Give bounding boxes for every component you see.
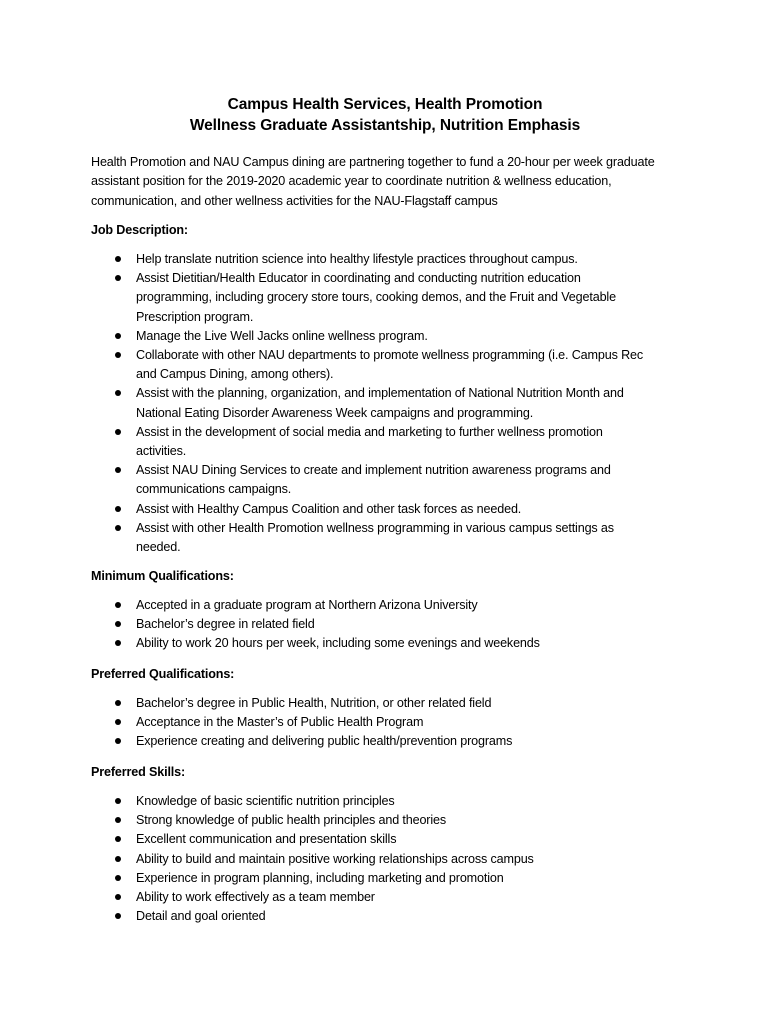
list-item: Assist with other Health Promotion wellness programming in various campus settings as needed. [0,519,656,557]
bullet-icon [115,640,121,646]
bullet-icon [115,333,121,339]
list-item: Help translate nutrition science into healthy lifestyle practices throughout campus. [0,250,656,269]
list-item: Collaborate with other NAU departments to promote wellness programming (i.e. Campus Rec and Campus Dining, among others). [0,346,656,384]
bullet-icon [115,602,121,608]
bullet-icon [115,856,121,862]
bullet-icon [115,390,121,396]
list-item: Assist with Healthy Campus Coalition and other task forces as needed. [0,500,656,519]
preferred-skills-heading: Preferred Skills: [91,765,186,779]
minimum-qualifications-list [0,596,770,654]
list-item: Bachelor’s degree in Public Health, Nutrition, or other related field [0,694,656,713]
list-item: Ability to build and maintain positive working relationships across campus [0,850,656,869]
bullet-icon [115,817,121,823]
bullet-icon [115,525,121,531]
list-item: Acceptance in the Master’s of Public Health Program [0,713,656,732]
title-line-2: Wellness Graduate Assistantship, Nutrition Emphasis [189,117,581,134]
bullet-icon [115,429,121,435]
bullet-icon [115,894,121,900]
bullet-icon [115,352,121,358]
list-item: Excellent communication and presentation skills [0,830,656,849]
preferred-qualifications-heading: Preferred Qualifications: [91,667,235,681]
bullet-icon [115,700,121,706]
list-item: Knowledge of basic scientific nutrition principles [0,792,656,811]
list-item: Assist NAU Dining Services to create and implement nutrition awareness programs and communications campaigns. [0,461,656,499]
bullet-icon [115,256,121,262]
preferred-qualifications-list [0,694,770,752]
list-item: Accepted in a graduate program at Northern Arizona University [0,596,656,615]
list-item: Assist Dietitian/Health Educator in coordinating and conducting nutrition education programming, including grocery store tours, cooking demos, and the Fruit and Vegetable Prescription program. [0,269,656,327]
job-description-heading: Job Description: [91,223,188,237]
intro-paragraph: Health Promotion and NAU Campus dining are partnering together to fund a 20-hour per week graduate assistant position for the 2019-2020 academic year to coordinate nutrition & wellness education, communication, and other wellness activities for the NAU-Flagstaff campus [91,155,655,208]
list-item: Ability to work 20 hours per week, including some evenings and weekends [0,634,656,653]
bullet-icon [115,875,121,881]
list-item: Bachelor’s degree in related field [0,615,656,634]
preferred-skills-list [0,792,770,926]
bullet-icon [115,738,121,744]
bullet-icon [115,275,121,281]
bullet-icon [115,913,121,919]
bullet-icon [115,836,121,842]
document-title [0,94,770,136]
bullet-icon [115,719,121,725]
bullet-icon [115,798,121,804]
list-item: Experience creating and delivering public health/prevention programs [0,732,656,751]
list-item: Assist with the planning, organization, and implementation of National Nutrition Month and National Eating Disorder Awareness Week campaigns and programming. [0,384,656,422]
bullet-icon [115,467,121,473]
minimum-qualifications-heading: Minimum Qualifications: [91,569,234,583]
list-item: Manage the Live Well Jacks online wellness program. [0,327,656,346]
list-item: Ability to work effectively as a team member [0,888,656,907]
list-item: Detail and goal oriented [0,907,656,926]
list-item: Assist in the development of social media and marketing to further wellness promotion activities. [0,423,656,461]
list-item: Experience in program planning, including marketing and promotion [0,869,656,888]
job-description-list [0,250,770,557]
list-item: Strong knowledge of public health principles and theories [0,811,656,830]
bullet-icon [115,621,121,627]
title-line-1: Campus Health Services, Health Promotion [227,96,543,113]
bullet-icon [115,506,121,512]
